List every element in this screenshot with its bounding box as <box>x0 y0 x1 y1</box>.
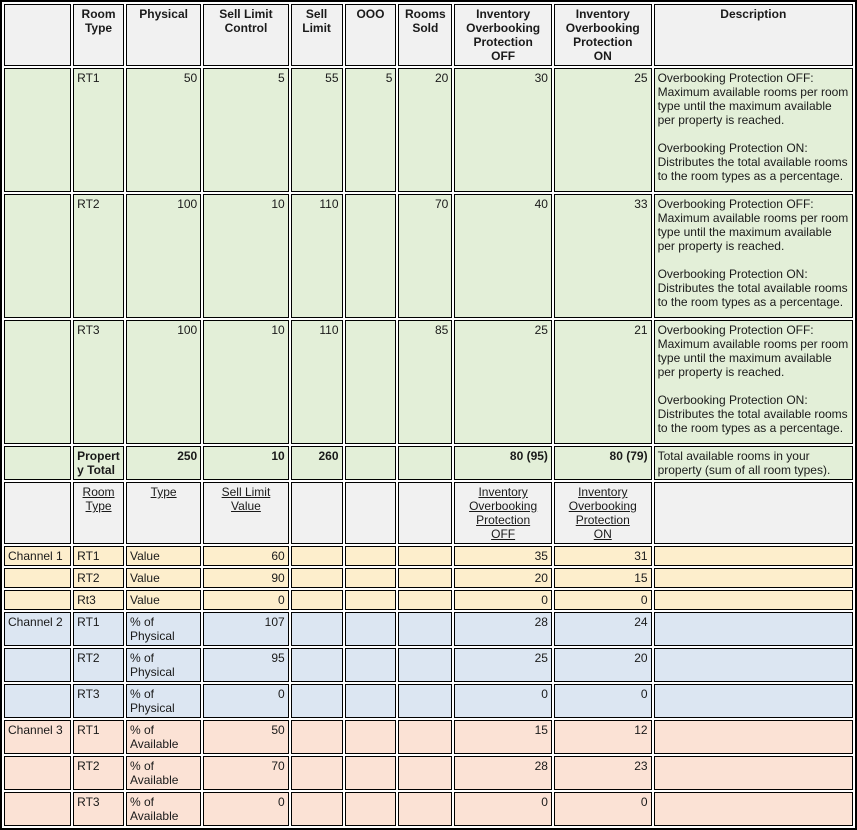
channel-row-blank-6 <box>398 546 452 566</box>
room-row-ooo <box>345 320 397 444</box>
subheader-obon-line2: Overbooking <box>568 499 637 513</box>
property-total-row <box>4 446 853 480</box>
channel-row-type: Value <box>126 546 201 566</box>
header-physical <box>126 4 201 66</box>
desc-off-body: Maximum available rooms per room type until the maximum available per property is reached. <box>657 211 849 253</box>
subheader-oboff-line2: Overbooking <box>469 499 538 513</box>
channel-row-blank-6 <box>398 720 452 754</box>
subheader-blank-9 <box>654 482 853 544</box>
channel-row-room-type: RT1 <box>73 546 124 566</box>
subheader-obon-line4: ON <box>593 527 612 541</box>
room-row-sell-limit-control: 10 <box>203 320 288 444</box>
desc-off-title: Overbooking Protection OFF: <box>657 323 814 337</box>
room-row-sell-limit-control: 10 <box>203 194 288 318</box>
room-row-sell-limit-control: 5 <box>203 68 288 192</box>
channel-row-room-type: RT2 <box>73 648 124 682</box>
desc-on-title: Overbooking Protection ON: <box>657 141 808 155</box>
header-rs-line2: Sold <box>412 21 439 35</box>
channel-row-channel <box>4 684 71 718</box>
room-row-rooms-sold: 85 <box>398 320 452 444</box>
subheader-oboff-line3: Protection <box>476 513 531 527</box>
desc-on-body: Distributes the total available rooms to the room types as a percentage. <box>657 407 848 435</box>
channel-row-sell-limit-value: 90 <box>203 568 288 588</box>
channel-row <box>4 756 853 790</box>
channel-row-channel: Channel 1 <box>4 546 71 566</box>
room-row-description <box>654 194 853 318</box>
property-total-physical: 250 <box>126 446 201 480</box>
desc-off-body: Maximum available rooms per room type until the maximum available per property is reached. <box>657 337 849 379</box>
channel-row-blank-5 <box>345 648 397 682</box>
room-row-physical: 50 <box>126 68 201 192</box>
room-row-sell-limit: 110 <box>291 194 343 318</box>
channel-row-room-type: RT2 <box>73 756 124 790</box>
channel-row-blank-5 <box>345 612 397 646</box>
subheader-type <box>126 482 201 544</box>
room-row-description <box>654 68 853 192</box>
property-total-rooms-sold <box>398 446 452 480</box>
table-subheader-row <box>4 482 853 544</box>
table-row <box>4 68 853 192</box>
channel-row <box>4 720 853 754</box>
channel-row-blank-5 <box>345 684 397 718</box>
channel-row-overbooking-on: 15 <box>554 568 652 588</box>
header-room-type-line2: Type <box>84 21 113 35</box>
room-row-overbooking-on: 33 <box>554 194 652 318</box>
channel-row-blank-9 <box>654 546 853 566</box>
channel-row-overbooking-on: 23 <box>554 756 652 790</box>
channel-row-type: % of Available <box>126 792 201 826</box>
channel-row-overbooking-on: 0 <box>554 590 652 610</box>
channel-row-blank-6 <box>398 684 452 718</box>
table-row <box>4 320 853 444</box>
channel-row-type: % of Available <box>126 720 201 754</box>
room-row-channel <box>4 68 71 192</box>
channel-row-blank-9 <box>654 684 853 718</box>
header-slc-line1: Sell Limit <box>219 7 273 21</box>
room-row-ooo: 5 <box>345 68 397 192</box>
channel-row <box>4 612 853 646</box>
room-row-sell-limit: 110 <box>291 320 343 444</box>
channel-row-blank-5 <box>345 720 397 754</box>
header-obon-line3: Protection <box>573 35 633 49</box>
channel-row-overbooking-off: 0 <box>454 684 552 718</box>
header-sl-line2: Limit <box>302 21 331 35</box>
desc-spacer <box>658 253 849 267</box>
property-total-label: Property Total <box>73 446 124 480</box>
desc-off-title: Overbooking Protection OFF: <box>657 197 814 211</box>
room-row-overbooking-on: 21 <box>554 320 652 444</box>
channel-row-channel <box>4 590 71 610</box>
channel-row <box>4 792 853 826</box>
channel-row-room-type: RT1 <box>73 612 124 646</box>
table-header-row <box>4 4 853 66</box>
room-row-room-type: RT1 <box>73 68 124 192</box>
channel-row-room-type: RT3 <box>73 792 124 826</box>
channel-row-blank-6 <box>398 756 452 790</box>
header-ooo-line1: OOO <box>356 7 385 21</box>
header-obon-line4: ON <box>593 49 612 63</box>
room-row-channel <box>4 194 71 318</box>
desc-on-body: Distributes the total available rooms to the room types as a percentage. <box>657 155 848 183</box>
property-total-channel <box>4 446 71 480</box>
channel-row-type: % of Physical <box>126 612 201 646</box>
property-total-ooo <box>345 446 397 480</box>
header-blank <box>4 4 71 66</box>
subheader-overbooking-on <box>554 482 652 544</box>
channel-row-room-type: RT2 <box>73 568 124 588</box>
subheader-blank-4 <box>291 482 343 544</box>
property-total-sell-limit-control: 10 <box>203 446 288 480</box>
channel-row-blank-6 <box>398 792 452 826</box>
channel-row-overbooking-off: 15 <box>454 720 552 754</box>
subheader-type-line1: Type <box>150 485 177 499</box>
subheader-room-type <box>73 482 124 544</box>
channel-row <box>4 590 853 610</box>
header-physical-line1: Physical <box>139 7 188 21</box>
header-oboff-line4: OFF <box>491 49 516 63</box>
channel-row-overbooking-on: 12 <box>554 720 652 754</box>
desc-on-title: Overbooking Protection ON: <box>657 393 808 407</box>
room-row-overbooking-off: 25 <box>454 320 552 444</box>
channel-row-room-type: RT1 <box>73 720 124 754</box>
channel-row-sell-limit-value: 107 <box>203 612 288 646</box>
channel-row-overbooking-on: 20 <box>554 648 652 682</box>
desc-off-title: Overbooking Protection OFF: <box>657 71 814 85</box>
channel-row-blank-4 <box>291 612 343 646</box>
channel-row-sell-limit-value: 0 <box>203 792 288 826</box>
header-rooms-sold <box>398 4 452 66</box>
channel-row-overbooking-on: 0 <box>554 792 652 826</box>
header-overbooking-off <box>454 4 552 66</box>
channel-row-overbooking-off: 0 <box>454 792 552 826</box>
room-row-overbooking-on: 25 <box>554 68 652 192</box>
channel-row-blank-4 <box>291 648 343 682</box>
header-obon-line1: Inventory <box>575 7 630 21</box>
channel-row-overbooking-off: 0 <box>454 590 552 610</box>
channel-row-sell-limit-value: 70 <box>203 756 288 790</box>
channel-row-channel: Channel 2 <box>4 612 71 646</box>
room-row-ooo <box>345 194 397 318</box>
channel-row-sell-limit-value: 0 <box>203 684 288 718</box>
channel-row-blank-4 <box>291 684 343 718</box>
room-row-room-type: RT2 <box>73 194 124 318</box>
channel-row-blank-4 <box>291 756 343 790</box>
channel-row-channel: Channel 3 <box>4 720 71 754</box>
channel-row <box>4 684 853 718</box>
subheader-blank-5 <box>345 482 397 544</box>
channel-row <box>4 648 853 682</box>
channel-row-blank-5 <box>345 546 397 566</box>
header-description-line1: Description <box>720 7 787 21</box>
subheader-room-type-line2: Type <box>85 499 112 513</box>
channel-row-sell-limit-value: 60 <box>203 546 288 566</box>
room-row-overbooking-off: 40 <box>454 194 552 318</box>
desc-off-body: Maximum available rooms per room type until the maximum available per property is reached. <box>657 85 849 127</box>
channel-row-overbooking-on: 0 <box>554 684 652 718</box>
channel-row-blank-5 <box>345 568 397 588</box>
header-description <box>654 4 853 66</box>
channel-row-blank-9 <box>654 720 853 754</box>
room-row-sell-limit: 55 <box>291 68 343 192</box>
channel-row-room-type: RT3 <box>73 684 124 718</box>
channel-row-overbooking-off: 25 <box>454 648 552 682</box>
room-row-rooms-sold: 70 <box>398 194 452 318</box>
channel-row-sell-limit-value: 95 <box>203 648 288 682</box>
property-total-overbooking-on: 80 (79) <box>554 446 652 480</box>
property-total-overbooking-off: 80 (95) <box>454 446 552 480</box>
channel-row-blank-5 <box>345 590 397 610</box>
room-row-physical: 100 <box>126 320 201 444</box>
channel-row-overbooking-off: 28 <box>454 756 552 790</box>
header-room-type <box>73 4 124 66</box>
room-row-description <box>654 320 853 444</box>
header-rs-line1: Rooms <box>405 7 446 21</box>
subheader-oboff-line1: Inventory <box>478 485 528 499</box>
channel-row <box>4 568 853 588</box>
channel-row-blank-6 <box>398 568 452 588</box>
room-row-room-type: RT3 <box>73 320 124 444</box>
desc-on-body: Distributes the total available rooms to the room types as a percentage. <box>657 281 848 309</box>
subheader-blank-6 <box>398 482 452 544</box>
desc-spacer <box>658 379 849 393</box>
channel-row-channel <box>4 792 71 826</box>
header-sl-line1: Sell <box>305 7 328 21</box>
channel-row-blank-4 <box>291 720 343 754</box>
channel-row-blank-4 <box>291 568 343 588</box>
channel-row-type: Value <box>126 568 201 588</box>
header-sell-limit-control <box>203 4 288 66</box>
channel-row-channel <box>4 756 71 790</box>
channel-row-type: Value <box>126 590 201 610</box>
subheader-obon-line3: Protection <box>575 513 630 527</box>
channel-row-blank-5 <box>345 756 397 790</box>
table-row <box>4 194 853 318</box>
room-row-channel <box>4 320 71 444</box>
channel-row-blank-9 <box>654 612 853 646</box>
property-total-description: Total available rooms in your property (sum of all room types). <box>654 446 853 480</box>
channel-row-blank-6 <box>398 612 452 646</box>
subheader-slv-line1: Sell Limit Value <box>221 485 271 513</box>
header-room-type-line1: Room <box>81 7 116 21</box>
header-oboff-line3: Protection <box>473 35 533 49</box>
channel-row-type: % of Available <box>126 756 201 790</box>
header-oboff-line2: Overbooking <box>466 21 541 35</box>
channel-row-type: % of Physical <box>126 648 201 682</box>
header-oboff-line1: Inventory <box>476 7 531 21</box>
channel-row-blank-9 <box>654 648 853 682</box>
channel-row-blank-9 <box>654 590 853 610</box>
channel-row-blank-4 <box>291 792 343 826</box>
channel-row-blank-9 <box>654 792 853 826</box>
subheader-blank <box>4 482 71 544</box>
header-overbooking-on <box>554 4 652 66</box>
subheader-obon-line1: Inventory <box>578 485 628 499</box>
subheader-room-type-line1: Room <box>82 485 115 499</box>
channel-row-type: % of Physical <box>126 684 201 718</box>
channel-row-overbooking-off: 20 <box>454 568 552 588</box>
channel-row-overbooking-on: 31 <box>554 546 652 566</box>
channel-row-sell-limit-value: 0 <box>203 590 288 610</box>
subheader-sell-limit-value <box>203 482 288 544</box>
header-ooo <box>345 4 397 66</box>
channel-row-overbooking-off: 28 <box>454 612 552 646</box>
subheader-oboff-line4: OFF <box>491 527 516 541</box>
room-row-rooms-sold: 20 <box>398 68 452 192</box>
channel-row-blank-5 <box>345 792 397 826</box>
channel-row-room-type: Rt3 <box>73 590 124 610</box>
subheader-overbooking-off <box>454 482 552 544</box>
header-slc-line2: Control <box>224 21 268 35</box>
channel-row-channel <box>4 568 71 588</box>
room-row-physical: 100 <box>126 194 201 318</box>
channel-row-blank-6 <box>398 590 452 610</box>
channel-row-overbooking-on: 24 <box>554 612 652 646</box>
header-obon-line2: Overbooking <box>565 21 640 35</box>
channel-row-channel <box>4 648 71 682</box>
channel-row-sell-limit-value: 50 <box>203 720 288 754</box>
channel-row-blank-9 <box>654 756 853 790</box>
channel-row-blank-4 <box>291 590 343 610</box>
channel-row-blank-6 <box>398 648 452 682</box>
property-total-sell-limit: 260 <box>291 446 343 480</box>
header-sell-limit <box>291 4 343 66</box>
channel-row-blank-4 <box>291 546 343 566</box>
desc-on-title: Overbooking Protection ON: <box>657 267 808 281</box>
channel-row-blank-9 <box>654 568 853 588</box>
channel-row <box>4 546 853 566</box>
channel-row-overbooking-off: 35 <box>454 546 552 566</box>
room-row-overbooking-off: 30 <box>454 68 552 192</box>
desc-spacer <box>658 127 849 141</box>
